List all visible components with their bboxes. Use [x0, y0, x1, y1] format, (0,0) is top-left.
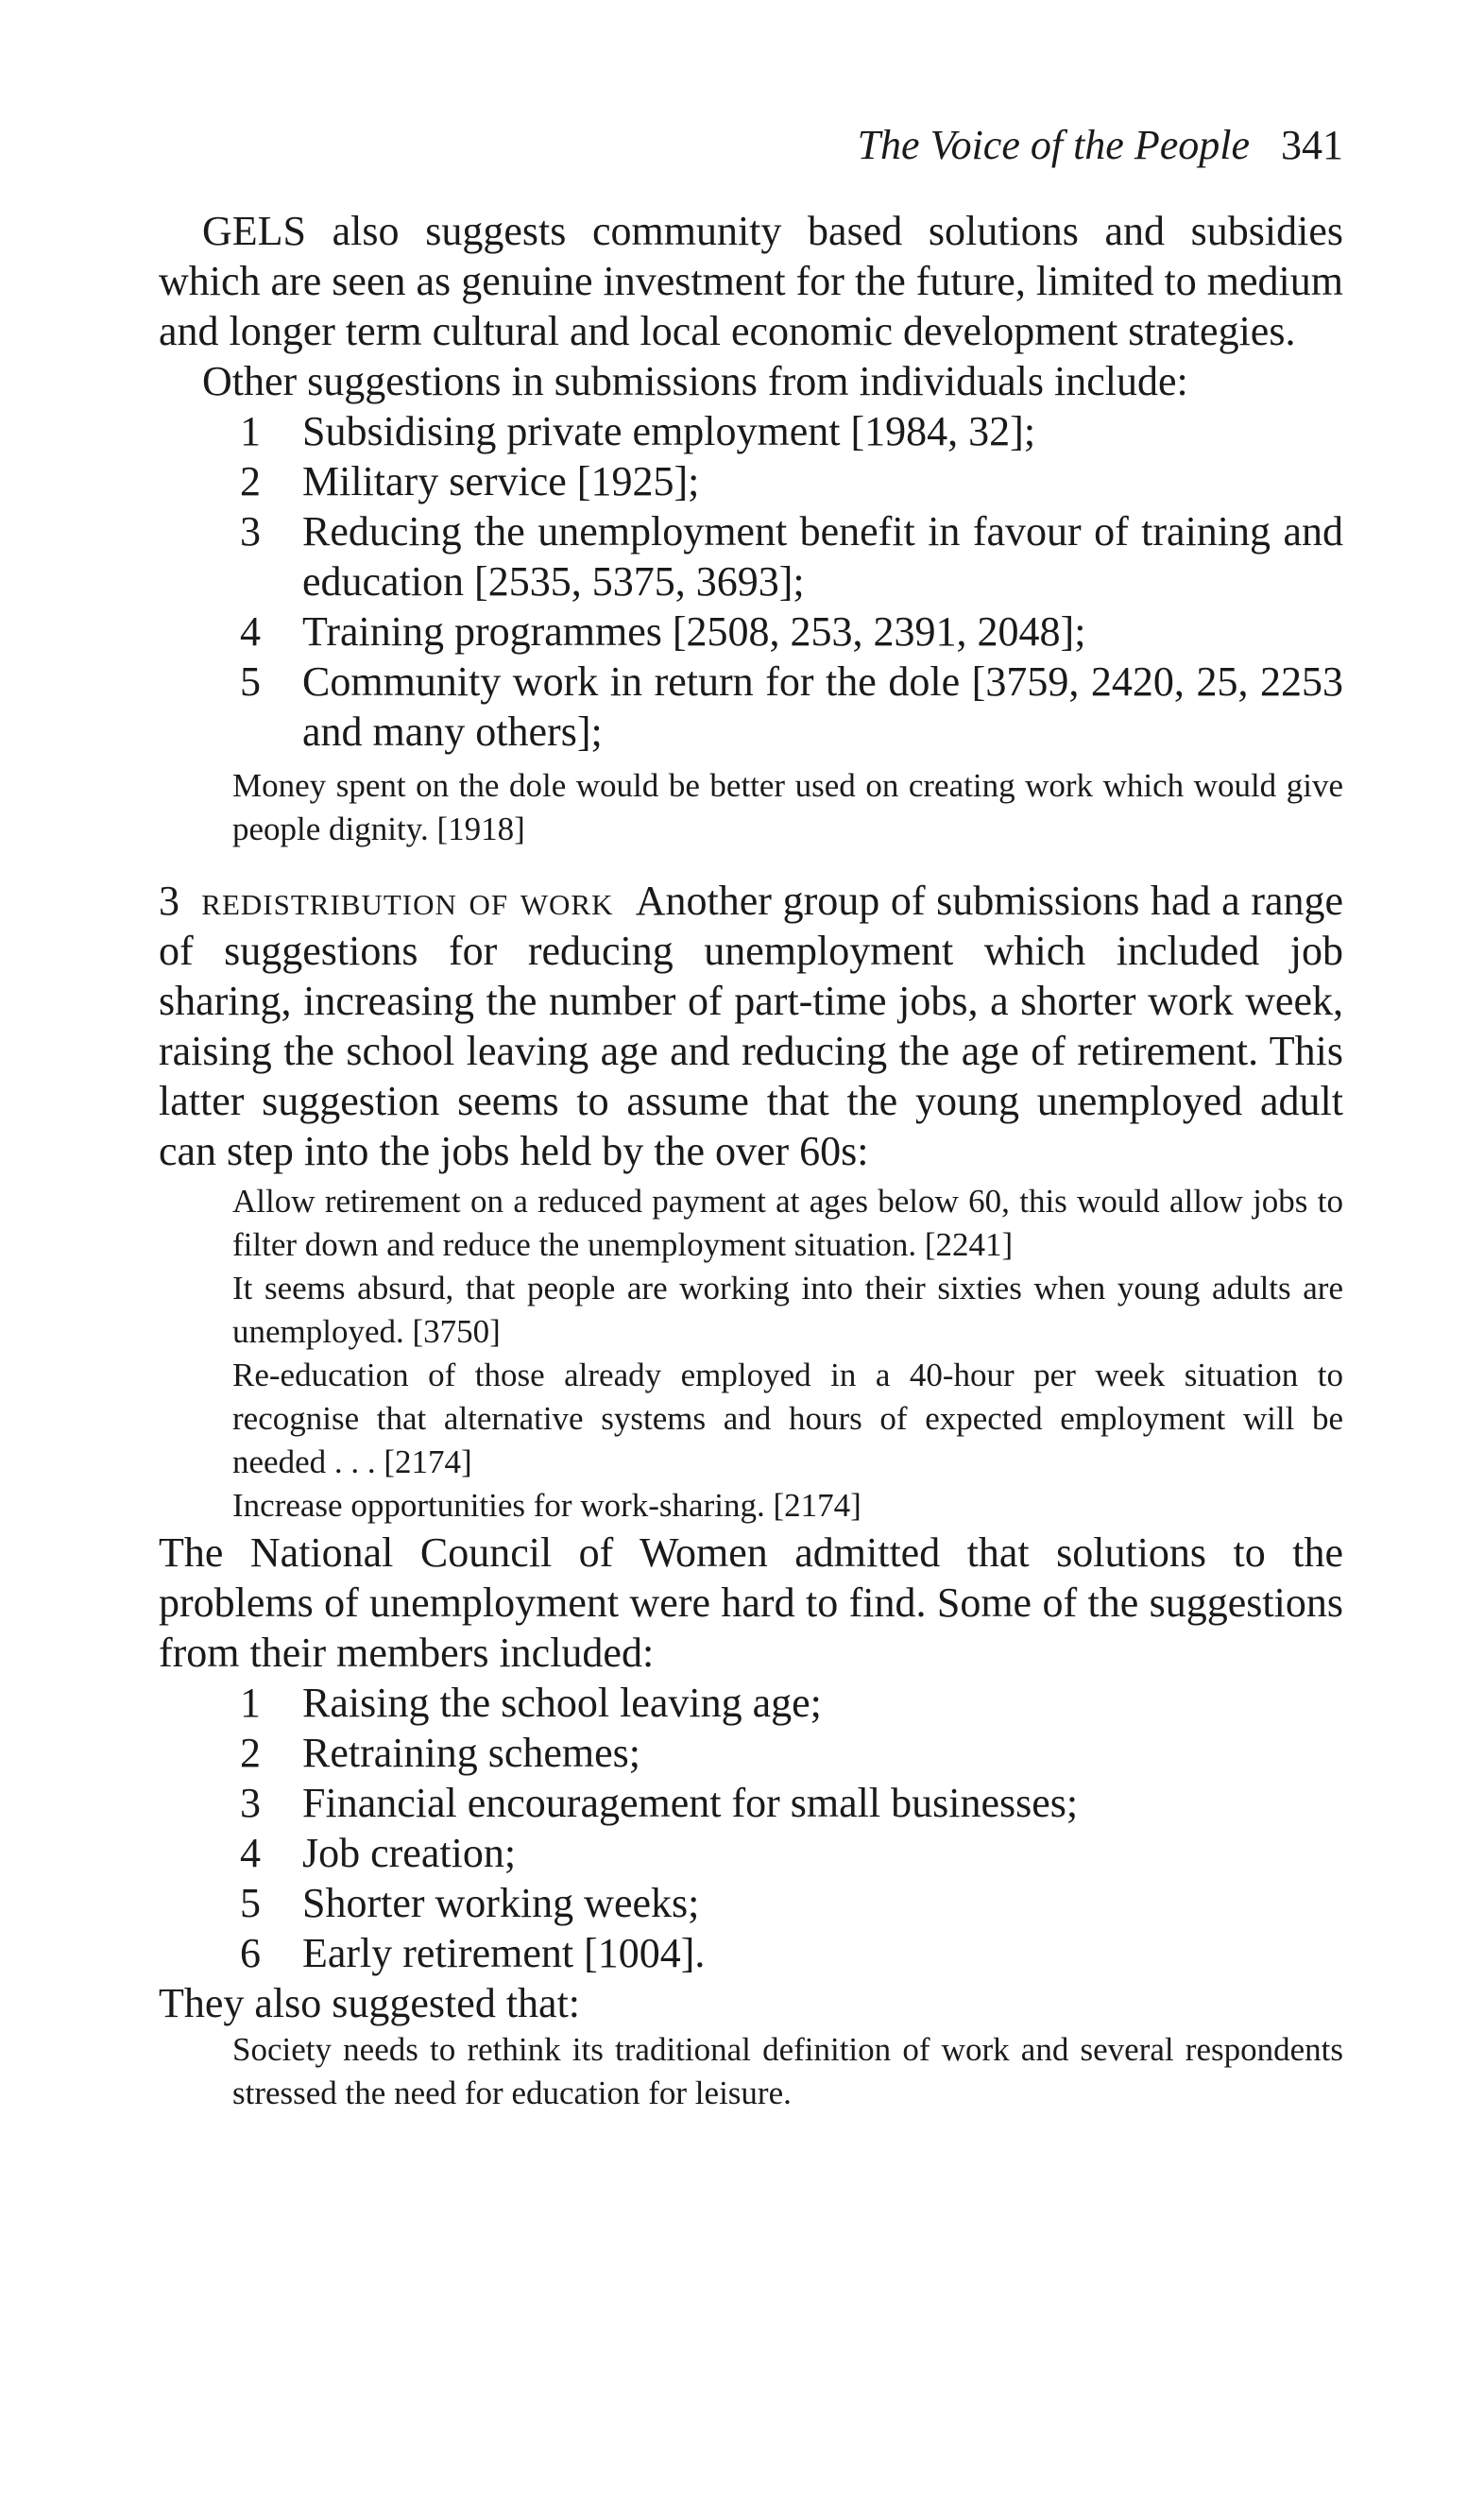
list-item-text: Job creation; [302, 1830, 517, 1876]
section-heading: redistribution of work [201, 878, 614, 924]
list-item-text: Early retirement [1004]. [302, 1930, 706, 1976]
paragraph-other-suggestions: Other suggestions in submissions from individuals include: [202, 358, 1188, 404]
list-item-text: Financial encouragement for small businesses; [302, 1780, 1079, 1826]
list-item-text: Subsidising private employment [1984, 32]; [302, 408, 1036, 454]
page-body [159, 206, 1343, 2115]
paragraph-national-council: The National Council of Women admitted that solutions to the problems of unemployment were hard to find. Some of the suggestions from their members included: [159, 1529, 1343, 1676]
list-item-number: 6 [240, 1930, 261, 1976]
list-item [159, 1678, 1343, 1728]
block-quote: It seems absurd, that people are working into their sixties when young adults are unemployed. [3750] [232, 1270, 1343, 1350]
section-number: 3 [159, 878, 179, 924]
page-number: 341 [1281, 122, 1343, 168]
list-item-text: Training programmes [2508, 253, 2391, 2048]; [302, 608, 1086, 655]
list-item [159, 606, 1343, 657]
block-quote: Re-education of those already employed in a 40-hour per week situation to recognise that alternative systems and hours of expected employment will be needed . . . [2174] [232, 1357, 1343, 1480]
list-item-number: 1 [240, 1680, 261, 1726]
list-item-number: 2 [240, 1730, 261, 1776]
list-item-text: Community work in return for the dole [3759, 2420, 25, 2253 and many others]; [302, 658, 1343, 755]
council-suggestions-list [159, 1678, 1343, 1978]
list-item-number: 4 [240, 1830, 261, 1876]
running-head [857, 122, 1343, 168]
list-item [159, 1828, 1343, 1878]
list-item-text: Raising the school leaving age; [302, 1680, 822, 1726]
list-item-number: 1 [240, 408, 261, 454]
list-item-text: Military service [1925]; [302, 458, 700, 504]
list-item-text: Reducing the unemployment benefit in favour of training and education [2535, 5375, 3693]; [302, 508, 1343, 605]
block-quote: Increase opportunities for work-sharing. [2174] [232, 1487, 861, 1524]
list-item [159, 657, 1343, 757]
list-item-number: 3 [240, 1780, 261, 1826]
list-item [159, 1928, 1343, 1978]
list-item-number: 5 [240, 1880, 261, 1926]
paragraph-gels: GELS also suggests community based solutions and subsidies which are seen as genuine investment for the future, limited to medium and longer term cultural and local economic development strategies. [159, 208, 1343, 354]
list-item-number: 5 [240, 658, 261, 705]
block-quote: Society needs to rethink its traditional definition of work and several respondents stressed the need for education for leisure. [232, 2031, 1343, 2111]
quote-block-dole [159, 764, 1343, 851]
quote-block-retirement [159, 1180, 1343, 1528]
paragraph-also-suggested: They also suggested that: [159, 1980, 581, 2026]
paragraph-redistribution-of-work [159, 876, 1343, 1176]
list-item [159, 1778, 1343, 1828]
list-item-number: 3 [240, 508, 261, 555]
list-item-text: Retraining schemes; [302, 1730, 641, 1776]
list-item [159, 1728, 1343, 1778]
block-quote: Allow retirement on a reduced payment at ages below 60, this would allow jobs to filter down and reduce the unemployment situation. [2241] [232, 1183, 1343, 1263]
block-quote: Money spent on the dole would be better used on creating work which would give people dignity. [1918] [232, 767, 1343, 847]
list-item [159, 456, 1343, 506]
list-item [159, 406, 1343, 456]
individual-suggestions-list [159, 406, 1343, 757]
list-item [159, 1878, 1343, 1928]
list-item [159, 506, 1343, 606]
section-text: Another group of submissions had a range of suggestions for reducing unemployment which included job sharing, increasing the number of part-time jobs, a shorter work week, raising the school leaving age and reducing the age of retirement. This latter suggestion seems to assume that the young unemployed adult can step into the jobs held by the over 60s: [159, 878, 1344, 1174]
list-item-number: 2 [240, 458, 261, 504]
list-item-text: Shorter working weeks; [302, 1880, 700, 1926]
list-item-number: 4 [240, 608, 261, 655]
running-head-title: The Voice of the People [857, 122, 1250, 168]
